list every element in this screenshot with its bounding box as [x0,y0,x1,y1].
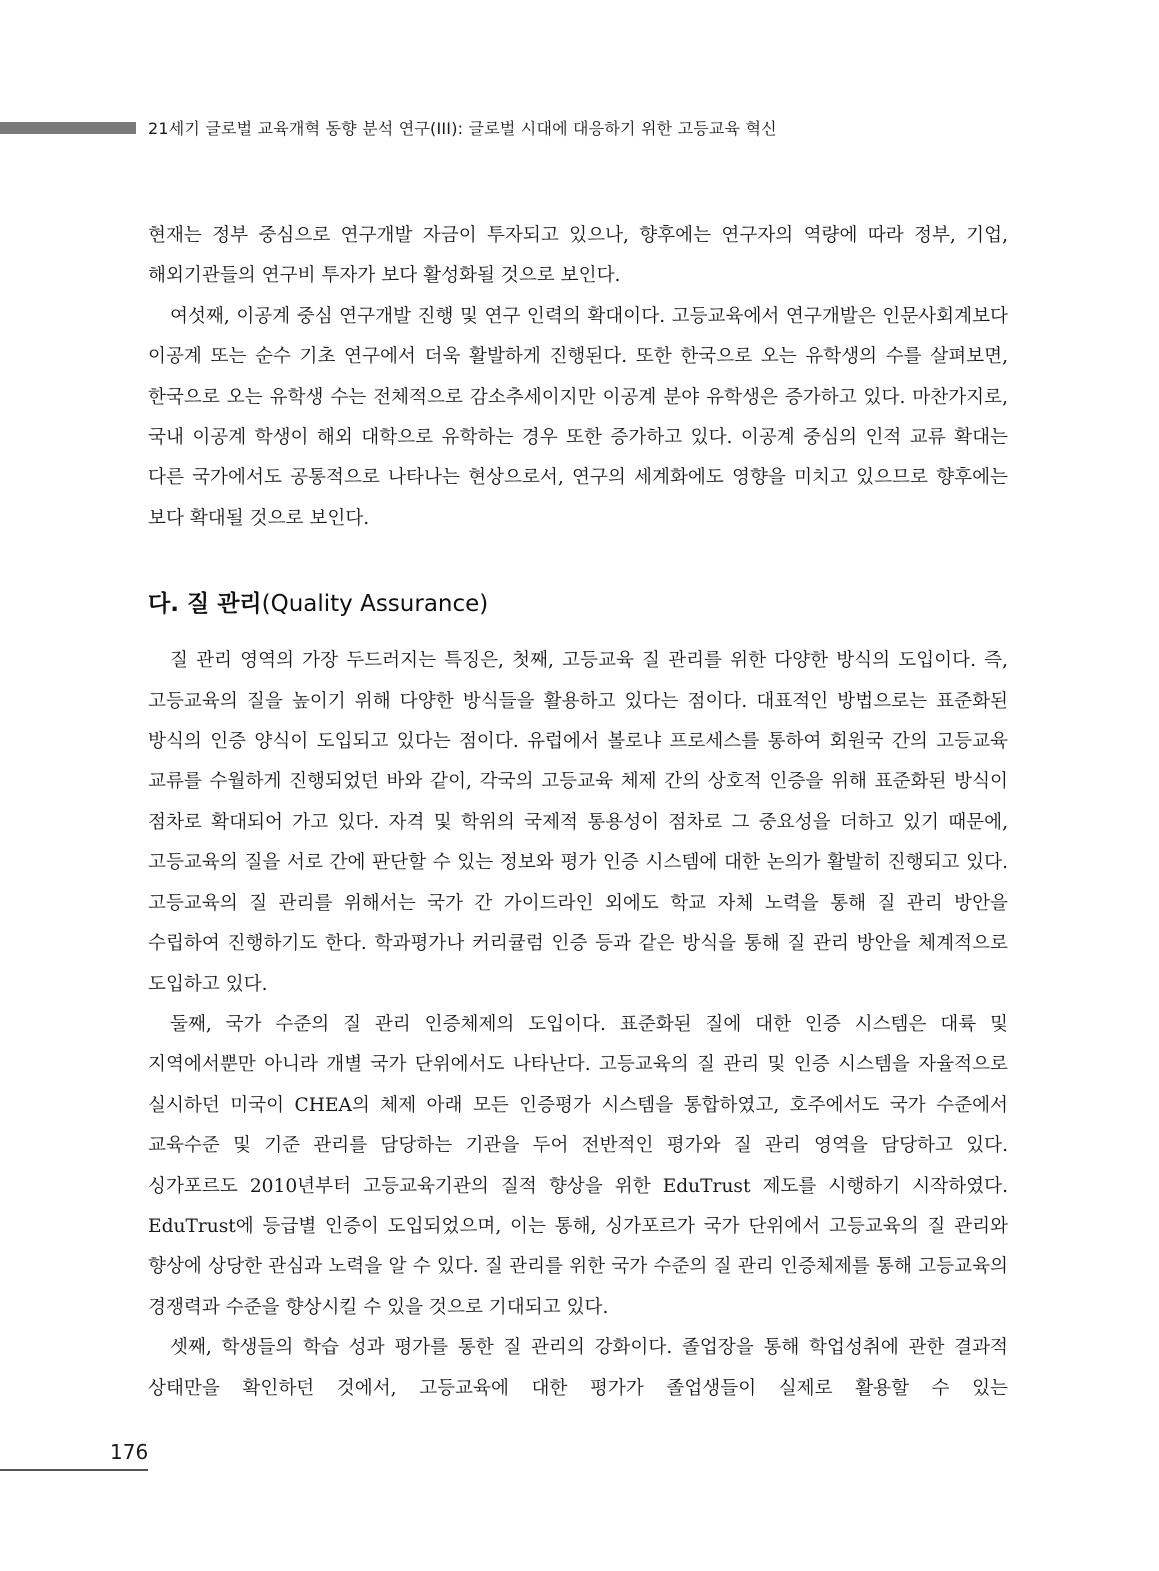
paragraph-sixth-point: 여섯째, 이공계 중심 연구개발 진행 및 연구 인력의 확대이다. 고등교육에서 연구개발은 인문사회계보다 이공계 또는 순수 기초 연구에서 더욱 활발하게 진행된다. 또한 한국으로 오는 유학생의 수를 살펴보면, 한국으로 오는 유학생 수는 전체적으로 감소추세이지만 이공계 분야 유학생은 증가하고 있다. 마찬가지로, 국내 이공계 학생이 해외 대학으로 유학하는 경우 또한 증가하고 있다. 이공계 중심의 인적 교류 확대는 다른 국가에서도 공통적으로 나타나는 현상으로서, 연구의 세계화에도 영향을 미치고 있으므로 향후에는 보다 확대될 것으로 보인다. [148,305,1008,529]
paragraph-first-feature: 질 관리 영역의 가장 두드러지는 특징은, 첫째, 고등교육 질 관리를 위한 다양한 방식의 도입이다. 즉, 고등교육의 질을 높이기 위해 다양한 방식들을 활용하고 있다는 점이다. 대표적인 방법으로는 표준화된 방식의 인증 양식이 도입되고 있다는 점이다. 유럽에서 볼로냐 프로세스를 통하여 회원국 간의 고등교육 교류를 수월하게 진행되었던 바와 같이, 각국의 고등교육 체제 간의 상호적 인증을 위해 표준화된 방식이 점차로 확대되어 가고 있다. 자격 및 학위의 국제적 통용성이 점차로 그 중요성을 더하고 있기 때문에, 고등교육의 질을 서로 간에 판단할 수 있는 정보와 평가 인증 시스템에 대한 논의가 활발히 진행되고 있다. 고등교육의 질 관리를 위해서는 국가 간 가이드라인 외에도 학교 자체 노력을 통해 질 관리 방안을 수립하여 진행하기도 한다. 학과평가나 커리큘럼 인증 등과 같은 방식을 통해 질 관리 방안을 체계적으로 도입하고 있다. [148,650,1008,995]
section-heading-english: (Quality Assurance) [261,591,489,618]
section-heading [148,589,1008,619]
paragraph-second-feature: 둘째, 국가 수준의 질 관리 인증체제의 도입이다. 표준화된 질에 대한 인증 시스템은 대륙 및 지역에서뿐만 아니라 개별 국가 단위에서도 나타난다. 고등교육의 질 관리 및 인증 시스템을 자율적으로 실시하던 미국이 CHEA의 체제 아래 모든 인증평가 시스템을 통합하였고, 호주에서도 국가 수준에서 교육수준 및 기준 관리를 담당하는 기관을 두어 전반적인 평가와 질 관리 영역을 담당하고 있다. 싱가포르도 2010년부터 고등교육기관의 질적 향상을 위한 EduTrust 제도를 시행하기 시작하였다. EduTrust에 등급별 인증이 도입되었으며, 이는 통해, 싱가포르가 국가 단위에서 고등교육의 질 관리와 향상에 상당한 관심과 노력을 알 수 있다. 질 관리를 위한 국가 수준의 질 관리 인증체제를 통해 고등교육의 경쟁력과 수준을 향상시킬 수 있을 것으로 기대되고 있다. [148,1013,1008,1318]
paragraph-third-feature: 셋째, 학생들의 학습 성과 평가를 통한 질 관리의 강화이다. 졸업장을 통해 학업성취에 관한 결과적 상태만을 확인하던 것에서, 고등교육에 대한 평가가 졸업생들이 실제로 활용할 수 있는 [148,1337,1008,1399]
section-heading-korean: 다. 질 관리 [148,591,262,618]
page-number: 176 [110,1440,149,1464]
header-accent-bar [0,122,136,134]
running-header: 21세기 글로벌 교육개혁 동향 분석 연구(III): 글로벌 시대에 대응하기 위한 고등교육 혁신 [148,119,777,138]
paragraph-continuation: 현재는 정부 중심으로 연구개발 자금이 투자되고 있으나, 향후에는 연구자의 역량에 따라 정부, 기업, 해외기관들의 연구비 투자가 보다 활성화될 것으로 보인다. [148,225,1008,287]
page-content [148,216,1008,1409]
footer-rule [0,1469,148,1471]
